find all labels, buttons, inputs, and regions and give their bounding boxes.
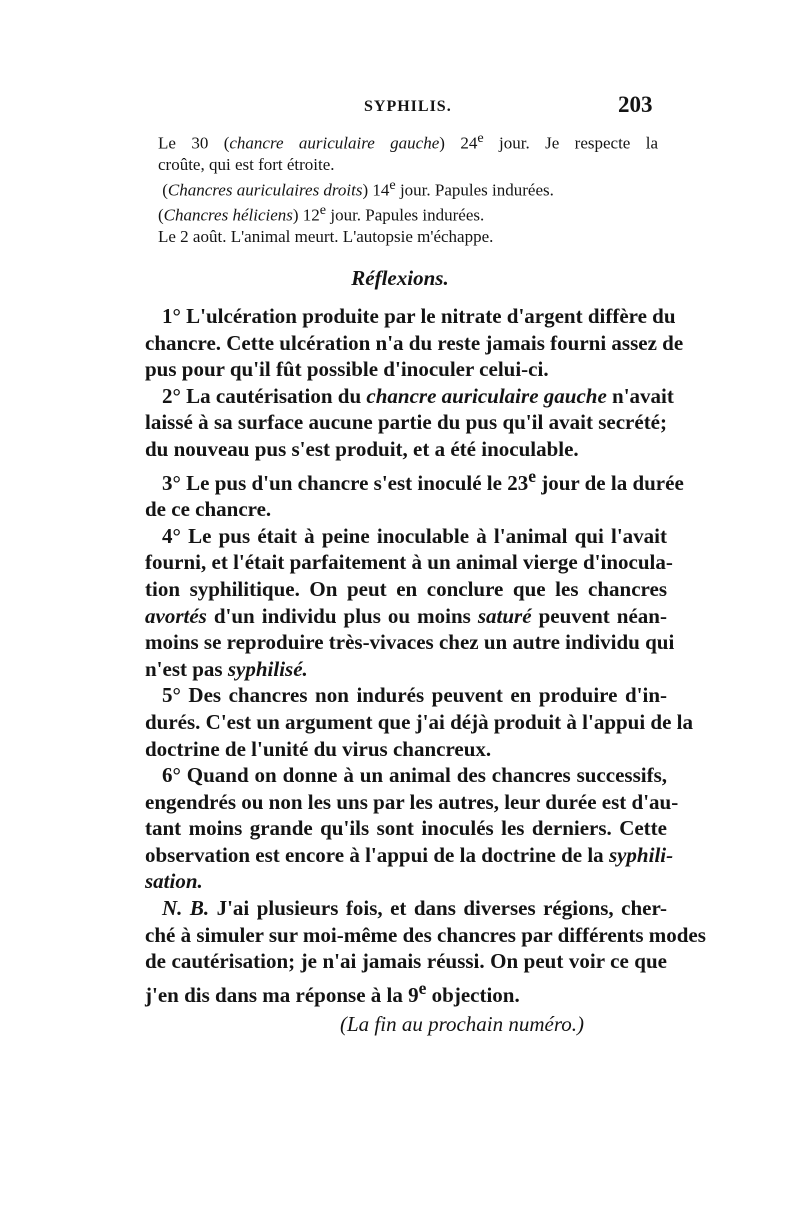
text-line: engendrés ou non les uns par les autres, leur durée est d'au-: [145, 789, 679, 814]
text-line: 3° Le pus d'un chancre s'est inoculé le 23e jour de la durée: [162, 465, 684, 495]
text-line: chancre. Cette ulcération n'a du reste jamais fourni assez de: [145, 330, 684, 355]
text-line: durés. C'est un argument que j'ai déjà produit à l'appui de la: [145, 709, 694, 734]
body-text: [145, 303, 706, 1008]
note-line: Le 30 (chancre auriculaire gauche) 24e jour. Je respecte la: [158, 130, 659, 153]
text-line: observation est encore à l'appui de la doctrine de la syphili-: [145, 842, 674, 867]
text-line: j'en dis dans ma réponse à la 9e objection.: [145, 977, 520, 1007]
text-line: ché à simuler sur moi-même des chancres par différents modes: [145, 922, 706, 947]
note-line: croûte, qui est fort étroite.: [158, 154, 335, 174]
text-line: de cautérisation; je n'ai jamais réussi. On peut voir ce que: [145, 949, 667, 974]
text-line: n'est pas syphilisé.: [145, 656, 308, 681]
text-line: fourni, et l'était parfaitement à un animal vierge d'inocula-: [145, 550, 673, 575]
running-title: SYPHILIS.: [364, 98, 452, 115]
text-line: 2° La cautérisation du chancre auriculaire gauche n'avait: [162, 383, 674, 408]
closing-note: (La fin au prochain numéro.): [340, 1012, 585, 1036]
text-line: 1° L'ulcération produite par le nitrate d'argent diffère du: [162, 304, 676, 328]
case-notes: [158, 128, 658, 247]
text-line: pus pour qu'il fût possible d'inoculer celui-ci.: [145, 357, 549, 382]
note-line: Le 2 août. L'animal meurt. L'autopsie m'échappe.: [158, 226, 494, 246]
text-line: 6° Quand on donne à un animal des chancres successifs,: [162, 763, 667, 788]
text-line: tant moins grande qu'ils sont inoculés les derniers. Cette: [145, 816, 667, 841]
section-title: Réflexions.: [351, 266, 449, 290]
text-line: N. B. J'ai plusieurs fois, et dans diverses régions, cher-: [162, 896, 667, 921]
text-line: moins se reproduire très-vivaces chez un autre individu qui: [145, 630, 675, 655]
running-head: [0, 92, 800, 128]
text-line: sation.: [145, 869, 203, 894]
text-line: tion syphilitique. On peut en conclure que les chancres: [145, 576, 667, 601]
note-line: (Chancres héliciens) 12e jour. Papules indurées.: [158, 202, 485, 225]
note-line: (Chancres auriculaires droits) 14e jour. Papules indurées.: [162, 176, 554, 200]
text-line: 4° Le pus était à peine inoculable à l'animal qui l'avait: [162, 523, 667, 548]
page-number: 203: [618, 92, 653, 117]
text-line: 5° Des chancres non indurés peuvent en produire d'in-: [162, 683, 667, 708]
text-line: avortés d'un individu plus ou moins saturé peuvent néan-: [145, 603, 667, 628]
text-line: du nouveau pus s'est produit, et a été inoculable.: [145, 436, 579, 461]
text-line: laissé à sa surface aucune partie du pus qu'il avait secrété;: [145, 410, 667, 435]
text-line: doctrine de l'unité du virus chancreux.: [145, 736, 492, 761]
text-line: de ce chancre.: [145, 497, 272, 522]
